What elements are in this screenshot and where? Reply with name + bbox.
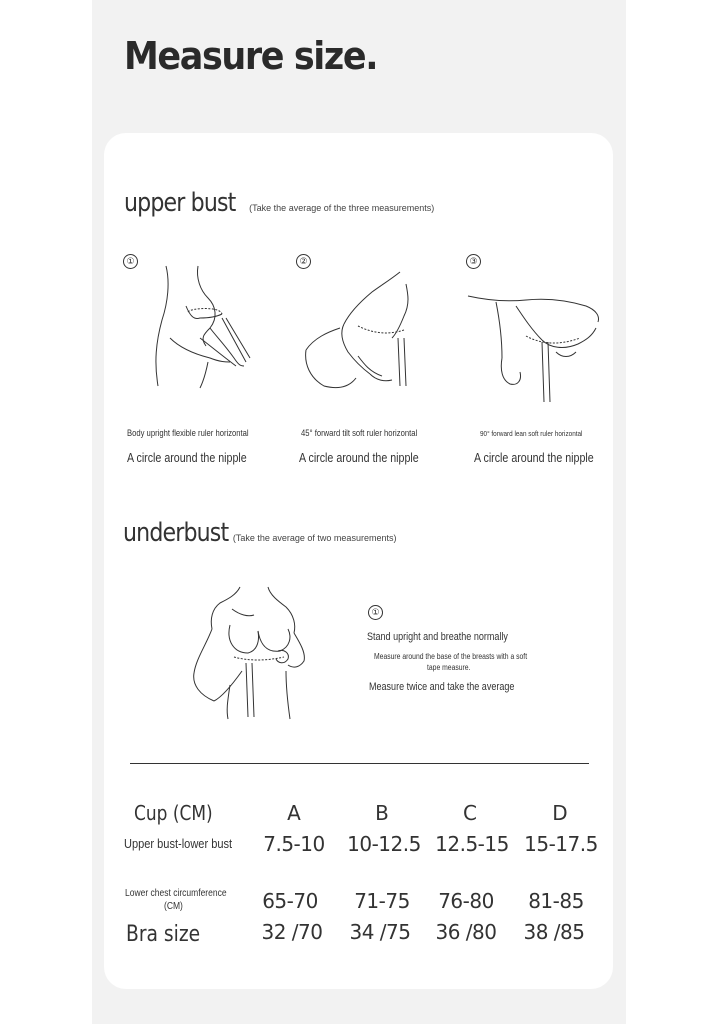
diff-value-c: 12.5-15 — [435, 832, 509, 856]
step-3-number: ③ — [466, 254, 481, 269]
step-3-detail: A circle around the nipple — [474, 450, 594, 465]
diff-value-a: 7.5-10 — [263, 832, 325, 856]
chest-value-c: 76-80 — [438, 889, 494, 913]
cup-b-header: B — [375, 801, 389, 825]
step-2-number: ② — [296, 254, 311, 269]
upright-measure-illustration — [150, 262, 260, 392]
cup-header-label: Cup (CM) — [134, 801, 213, 825]
upper-bust-heading — [124, 188, 434, 218]
bra-size-c: 36 /80 — [435, 920, 497, 944]
step-2-detail: A circle around the nipple — [299, 450, 419, 465]
step-2-instruction: 45° forward tilt soft ruler horizontal — [301, 428, 418, 438]
page-title: Measure size. — [124, 34, 378, 78]
underbust-heading — [123, 518, 396, 548]
step-1-detail: A circle around the nipple — [127, 450, 247, 465]
chest-value-b: 71-75 — [354, 889, 410, 913]
chest-row-label-line-1: Lower chest circumference — [125, 888, 227, 899]
diff-value-b: 10-12.5 — [347, 832, 421, 856]
upper-bust-note: (Take the average of the three measurements) — [249, 203, 435, 213]
step-1-instruction: Body upright flexible ruler horizontal — [127, 428, 249, 438]
bra-size-d: 38 /85 — [523, 920, 585, 944]
cup-c-header: C — [463, 801, 477, 825]
step-3-instruction: 90° forward lean soft ruler horizontal — [480, 429, 583, 438]
step-1-number: ① — [123, 254, 138, 269]
chest-value-a: 65-70 — [262, 889, 318, 913]
underbust-step-number: ① — [368, 605, 383, 620]
forward-lean-measure-illustration — [466, 292, 601, 407]
underbust-note: (Take the average of two measurements) — [232, 533, 397, 543]
forward-tilt-measure-illustration — [300, 268, 435, 393]
underbust-line-2a: Measure around the base of the breasts with a soft — [374, 652, 528, 661]
difference-row-label: Upper bust-lower bust — [124, 836, 233, 851]
upper-bust-title: upper bust — [124, 188, 236, 218]
cup-d-header: D — [552, 801, 568, 825]
chest-value-d: 81-85 — [528, 889, 584, 913]
underbust-measure-illustration — [190, 585, 315, 720]
chest-row-label-line-2: (CM) — [164, 901, 183, 912]
underbust-title: underbust — [123, 518, 229, 548]
bra-size-a: 32 /70 — [261, 920, 323, 944]
cup-a-header: A — [287, 801, 301, 825]
bra-size-b: 34 /75 — [349, 920, 411, 944]
underbust-line-2b: tape measure. — [427, 663, 471, 672]
bra-size-row-label: Bra size — [126, 922, 201, 947]
underbust-line-1: Stand upright and breathe normally — [367, 631, 508, 643]
section-divider — [130, 763, 589, 764]
diff-value-d: 15-17.5 — [524, 832, 598, 856]
underbust-line-3: Measure twice and take the average — [369, 681, 515, 693]
